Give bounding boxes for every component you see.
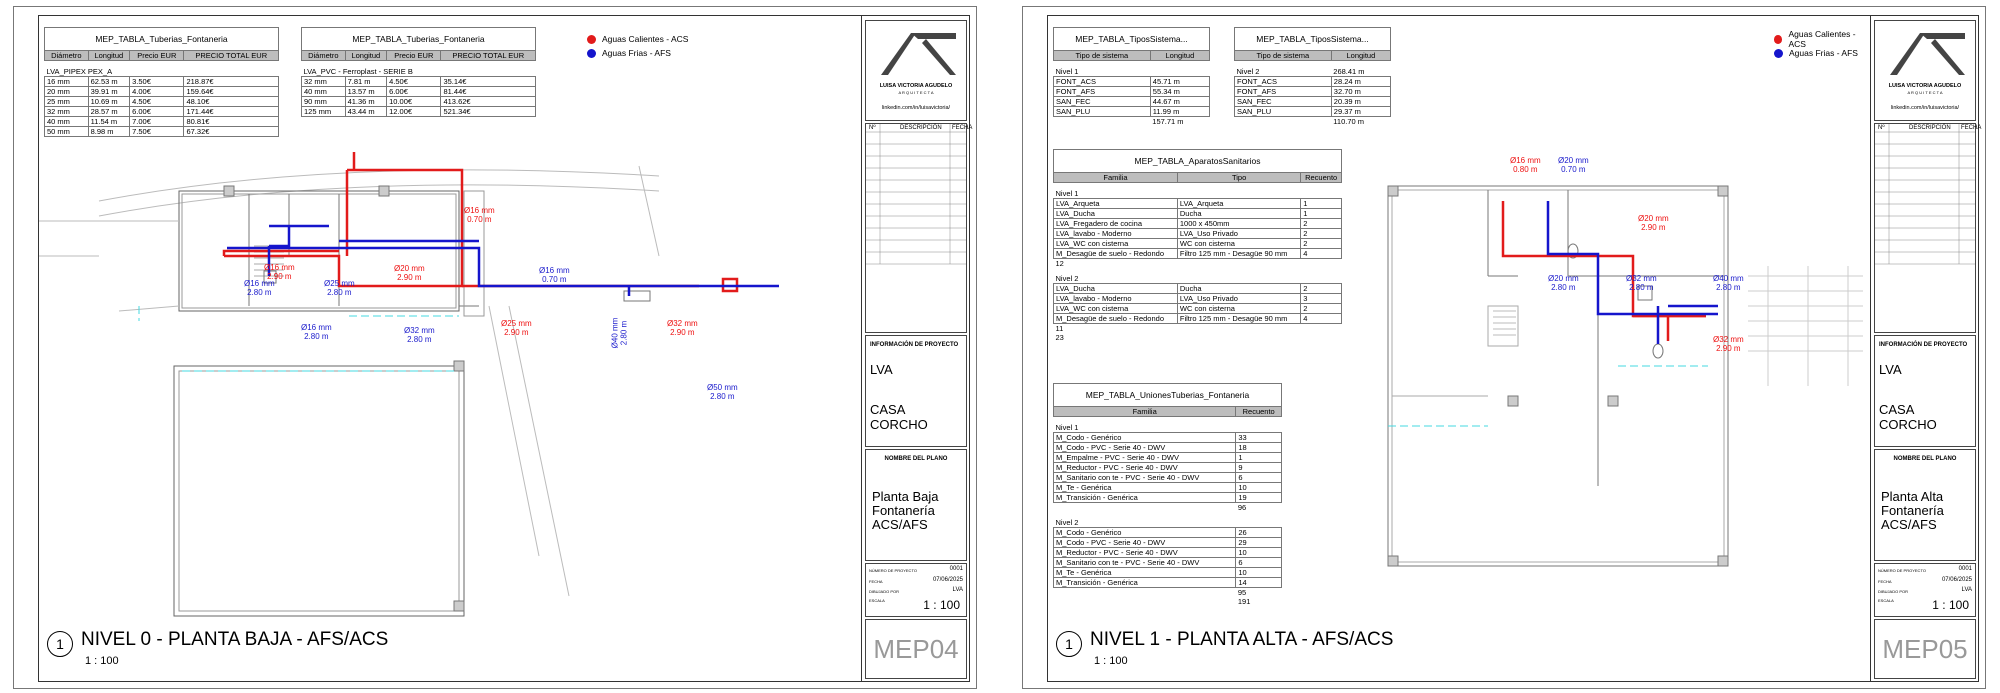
table-row	[1054, 548, 1282, 558]
revision-table	[1874, 123, 1982, 333]
pipe-label: Ø40 mm 2.80 m	[610, 317, 629, 349]
table-cell: 29	[1236, 538, 1282, 548]
project-code: LVA	[1879, 362, 1902, 377]
table-row	[1054, 463, 1282, 473]
table-cell: LVA_WC con cisterna	[1054, 239, 1178, 249]
table-cell: 13.57 m	[345, 87, 387, 97]
table-row	[302, 77, 536, 87]
table-cell: 40 mm	[302, 87, 346, 97]
drawing-area	[39, 16, 862, 681]
table-cell: M_Codo - Genérico	[1054, 528, 1236, 538]
table-row	[45, 87, 279, 97]
sheet-frame	[38, 15, 973, 682]
title-block	[1870, 16, 1982, 681]
pipe-label: Ø20 mm 2.90 m	[1638, 214, 1669, 232]
meta-box: NÚMERO DE PROYECTO 0001 FECHA 07/06/2025 DIBUJADO POR LVA ESCALA 1 : 100	[1874, 563, 1976, 617]
sheet-mep05	[1022, 6, 1986, 689]
col-header: PRECIO TOTAL EUR	[184, 51, 279, 61]
table-cell: 6	[1236, 558, 1282, 568]
pipe-label: Ø32 mm 2.80 m	[1626, 274, 1657, 292]
table-cell: LVA_Ducha	[1054, 209, 1178, 219]
table-cell: Ducha	[1177, 209, 1300, 219]
table-cell: 80.81€	[184, 117, 279, 127]
pipe-label: Ø16 mm 2.80 m	[301, 323, 332, 341]
table-row	[45, 127, 279, 137]
meta-box: NÚMERO DE PROYECTO 0001 FECHA 07/06/2025 DIBUJADO POR LVA ESCALA 1 : 100	[865, 563, 967, 617]
table-cell: 3	[1301, 294, 1342, 304]
table-cell: M_Codo - PVC - Serie 40 - DWV	[1054, 538, 1236, 548]
table-cell: 40 mm	[45, 117, 89, 127]
table-cell: 16 mm	[45, 77, 89, 87]
table-cell: 90 mm	[302, 97, 346, 107]
scale: 1 : 100	[923, 598, 960, 612]
table-cell: LVA_lavabo - Moderno	[1054, 229, 1178, 239]
logo-box	[1874, 20, 1976, 121]
table-cell: 39.91 m	[88, 87, 130, 97]
table-cell: SAN_PLU	[1054, 107, 1151, 117]
table-cell: M_Codo - Genérico	[1054, 433, 1236, 443]
table-cell: 4.50€	[387, 77, 441, 87]
view-scale: 1 : 100	[1094, 655, 1128, 667]
cold-water-dot	[1774, 49, 1783, 58]
table-row	[302, 107, 536, 117]
table-cell: 1	[1236, 453, 1282, 463]
plan-label: NOMBRE DEL PLANO	[884, 456, 948, 462]
table-row	[1054, 97, 1210, 107]
revision-grid	[866, 124, 966, 332]
table-row	[45, 117, 279, 127]
table-caption: MEP_TABLA_UnionesTuberias_Fontaneria	[1054, 384, 1282, 407]
table-cell: 28.24 m	[1331, 77, 1390, 87]
table-cell: 33	[1236, 433, 1282, 443]
hot-water-dot	[1774, 35, 1782, 44]
table-row	[1235, 97, 1391, 107]
table-row	[1235, 107, 1391, 117]
table-cell: Filtro 125 mm - Desagüe 90 mm	[1177, 314, 1300, 324]
title-block	[861, 16, 973, 681]
date: 07/06/2025	[1941, 577, 1972, 583]
legend-hot: Aguas Calientes - ACS	[1788, 29, 1856, 49]
table-cell: 10	[1236, 568, 1282, 578]
table-cell: 7.00€	[130, 117, 184, 127]
table-cell: M_Te - Genérica	[1054, 568, 1236, 578]
table-caption: MEP_TABLA_TiposSistema...	[1054, 28, 1210, 51]
table-row	[1054, 453, 1282, 463]
table-cell: 19	[1236, 493, 1282, 503]
table-cell: 18	[1236, 443, 1282, 453]
table-row	[1235, 77, 1391, 87]
table-cell: M_Sanitario con te - PVC - Serie 40 - DWV	[1054, 473, 1236, 483]
pipe-label: Ø16 mm 2.90 m	[264, 263, 295, 281]
project-number: 0001	[949, 566, 963, 572]
revision-table	[865, 123, 973, 333]
table-cell: 29.37 m	[1331, 107, 1390, 117]
fixtures-table: MEP_TABLA_AparatosSanitarios Familia Tipo Recuento Nivel 1 LVA_Arqueta LVA_Arqueta 1 LVA_Ducha Ducha 1 LVA_Fregadero de cocina 1000 x 450mm 2 LVA_lavabo - Moderno LVA_Uso Privado 2 LVA_WC con cisterna WC con cisterna 2 M_Desagüe de suelo - Redondo Filtro 125 mm - Desagüe 90 mm 4 12 Nivel 2 LVA_Ducha Ducha 2 LVA_lavabo - Moderno LVA_Uso Privado 3 LVA_WC con cisterna WC con cisterna 2 M_Desagüe de suelo - Redondo Filtro 125 mm - Desagüe 90 mm 4 11 23	[1053, 149, 1342, 342]
pipe-label: Ø25 mm 2.90 m	[501, 319, 532, 337]
project-number: 0001	[1958, 566, 1972, 572]
table-cell: 32.70 m	[1331, 87, 1390, 97]
table-cell: 32 mm	[302, 77, 346, 87]
table-cell: 218.87€	[184, 77, 279, 87]
system-table-n1: MEP_TABLA_TiposSistema... Tipo de sistema Longitud Nivel 1 FONT_ACS 45.71 m FONT_AFS 55.34 m SAN_FEC 44.67 m SAN_PLU 11.99 m 157.71 m	[1053, 27, 1210, 126]
view-number: 1	[47, 631, 73, 657]
table-row	[1235, 87, 1391, 97]
table-cell: 2	[1301, 229, 1342, 239]
table-cell: Ducha	[1177, 284, 1300, 294]
table-cell: 28.57 m	[88, 107, 130, 117]
table-row	[45, 97, 279, 107]
rev-header: FECHA	[1961, 125, 1982, 131]
col-header: Precio EUR	[130, 51, 184, 61]
table-cell: FONT_ACS	[1054, 77, 1151, 87]
table-cell: Filtro 125 mm - Desagüe 90 mm	[1177, 249, 1300, 259]
view-scale: 1 : 100	[85, 655, 119, 667]
table-cell: 11.54 m	[88, 117, 130, 127]
table-cell: 2	[1301, 304, 1342, 314]
table-cell: 20 mm	[45, 87, 89, 97]
logo-mark	[1875, 25, 1975, 85]
table-cell: 43.44 m	[345, 107, 387, 117]
table-caption: MEP_TABLA_Tuberias_Fontaneria	[302, 28, 536, 51]
pipe-label: Ø32 mm 2.90 m	[667, 319, 698, 337]
table-cell: 521.34€	[441, 107, 536, 117]
table-cell: M_Desagüe de suelo - Redondo	[1054, 249, 1178, 259]
col-header: Diámetro	[45, 51, 89, 61]
table-row	[1054, 229, 1342, 239]
plan-name-box	[865, 449, 967, 561]
project-name: CASA CORCHO	[1879, 402, 1937, 432]
table-cell: LVA_Arqueta	[1054, 199, 1178, 209]
table-cell: SAN_PLU	[1235, 107, 1332, 117]
table-cell: 4.00€	[130, 87, 184, 97]
table-cell: 26	[1236, 528, 1282, 538]
table-row	[1054, 314, 1342, 324]
table-cell: 2	[1301, 284, 1342, 294]
table-row	[1054, 209, 1342, 219]
rev-header: FECHA	[952, 125, 973, 131]
pipe-label: Ø16 mm 0.70 m	[539, 266, 570, 284]
view-title	[1056, 631, 1556, 673]
table-cell: 20.39 m	[1331, 97, 1390, 107]
view-name: NIVEL 0 - PLANTA BAJA - AFS/ACS	[81, 629, 389, 650]
table-row	[1054, 443, 1282, 453]
plan-name: Planta Baja Fontanería ACS/AFS	[872, 489, 939, 532]
table-cell: 12.00€	[387, 107, 441, 117]
table-caption: MEP_TABLA_TiposSistema...	[1235, 28, 1391, 51]
table-cell: M_Transición - Genérica	[1054, 578, 1236, 588]
table-cell: LVA_Ducha	[1054, 284, 1178, 294]
table-cell: LVA_lavabo - Moderno	[1054, 294, 1178, 304]
table-cell: 62.53 m	[88, 77, 130, 87]
table-cell: 41.36 m	[345, 97, 387, 107]
table-row	[1054, 77, 1210, 87]
table-cell: WC con cisterna	[1177, 304, 1300, 314]
table-cell: 7.50€	[130, 127, 184, 137]
table-cell: 1000 x 450mm	[1177, 219, 1300, 229]
table-row	[302, 87, 536, 97]
table-cell: 50 mm	[45, 127, 89, 137]
table-row	[1054, 219, 1342, 229]
table-row	[1054, 483, 1282, 493]
logo-mark	[866, 25, 966, 85]
pipe-table-pex	[44, 27, 279, 137]
pipe-label: Ø40 mm 2.80 m	[1713, 274, 1744, 292]
project-code: LVA	[870, 362, 893, 377]
table-cell: 67.32€	[184, 127, 279, 137]
table-row	[1054, 87, 1210, 97]
sheet-number: MEP04	[873, 634, 959, 664]
table-cell: M_Sanitario con te - PVC - Serie 40 - DWV	[1054, 558, 1236, 568]
logo-subtitle: A R Q U I T E C T A	[898, 90, 934, 95]
col-header: Longitud	[345, 51, 387, 61]
view-title	[47, 631, 547, 673]
table-cell: 6	[1236, 473, 1282, 483]
drawn-by: LVA	[1961, 587, 1972, 593]
table-cell: 45.71 m	[1150, 77, 1209, 87]
revision-grid	[1875, 124, 1975, 332]
table-row	[1054, 578, 1282, 588]
table-row	[45, 77, 279, 87]
table-cell: M_Empalme - PVC - Serie 40 - DWV	[1054, 453, 1236, 463]
table-row	[1054, 558, 1282, 568]
table-row	[302, 97, 536, 107]
rev-header: Nº	[869, 125, 876, 131]
pipe-label: Ø16 mm 0.80 m	[1510, 156, 1541, 174]
table-cell: 32 mm	[45, 107, 89, 117]
legend-cold: Aguas Frias - AFS	[602, 48, 671, 58]
table-cell: 14	[1236, 578, 1282, 588]
table-cell: LVA_Arqueta	[1177, 199, 1300, 209]
table-group: LVA_PVC - Ferroplast - SERIE B	[303, 67, 413, 76]
table-cell: M_Te - Genérica	[1054, 483, 1236, 493]
project-info	[865, 335, 967, 447]
col-header: Precio EUR	[387, 51, 441, 61]
sheet-number: MEP05	[1882, 634, 1968, 664]
legend	[1774, 29, 1870, 60]
plan-name: Planta Alta Fontanería ACS/AFS	[1881, 489, 1944, 532]
table-cell: 1	[1301, 199, 1342, 209]
table-cell: WC con cisterna	[1177, 239, 1300, 249]
table-row	[1054, 249, 1342, 259]
logo-name: LUISA VICTORIA AGUDELO	[1888, 83, 1962, 89]
table-cell: 10.00€	[387, 97, 441, 107]
table-cell: LVA_WC con cisterna	[1054, 304, 1178, 314]
drawn-by: LVA	[952, 587, 963, 593]
fittings-table: MEP_TABLA_UnionesTuberias_Fontaneria Familia Recuento Nivel 1 M_Codo - Genérico 33 M_Codo - PVC - Serie 40 - DWV 18 M_Empalme - PVC - Serie 40 - DWV 1 M_Reductor - PVC - Serie 40 - DWV 9 M_Sanitario con te - PVC - Serie 40 - DWV 6 M_Te - Genérica 10 M_Transición - Genérica 19 96 Nivel 2 M_Codo - Genérico 26 M_Codo - PVC - Serie 40 - DWV 29 M_Reductor - PVC - Serie 40 - DWV 10 M_Sanitario con te - PVC - Serie 40 - DWV 6 M_Te - Genérica 10 M_Transición - Genérica 14 95 191	[1053, 383, 1282, 606]
table-row	[45, 107, 279, 117]
table-row	[1054, 473, 1282, 483]
info-label: INFORMACIÓN DE PROYECTO	[870, 342, 959, 348]
table-row	[1054, 433, 1282, 443]
cold-water-dot	[587, 49, 596, 58]
table-row	[1054, 568, 1282, 578]
pipe-label: Ø20 mm 2.90 m	[394, 264, 425, 282]
table-cell: 4.50€	[130, 97, 184, 107]
table-cell: FONT_AFS	[1235, 87, 1332, 97]
table-cell: SAN_FEC	[1235, 97, 1332, 107]
sheet-number-box	[865, 619, 967, 679]
table-cell: 171.44€	[184, 107, 279, 117]
sheet-frame	[1047, 15, 1982, 682]
table-cell: FONT_AFS	[1054, 87, 1151, 97]
table-cell: 2	[1301, 239, 1342, 249]
table-cell: 11.99 m	[1150, 107, 1209, 117]
table-cell: 3.50€	[130, 77, 184, 87]
table-cell: 9	[1236, 463, 1282, 473]
table-row	[1054, 107, 1210, 117]
table-group: LVA_PIPEX PEX_A	[46, 67, 113, 76]
rev-header: DESCRIPCIÓN	[900, 125, 942, 131]
table-cell: LVA_Uso Privado	[1177, 229, 1300, 239]
date: 07/06/2025	[932, 577, 963, 583]
table-row	[1054, 493, 1282, 503]
table-caption: MEP_TABLA_Tuberias_Fontaneria	[45, 28, 279, 51]
pipe-label: Ø25 mm 2.80 m	[324, 279, 355, 297]
table-row	[1054, 294, 1342, 304]
pipe-label: Ø50 mm 2.80 m	[707, 383, 738, 401]
table-cell: 10.69 m	[88, 97, 130, 107]
table-row	[1054, 284, 1342, 294]
pipe-label: Ø20 mm 2.80 m	[1548, 274, 1579, 292]
pipe-label: Ø16 mm 0.70 m	[464, 206, 495, 224]
legend	[587, 32, 688, 60]
table-cell: 8.98 m	[88, 127, 130, 137]
table-row	[1054, 239, 1342, 249]
table-row	[1054, 304, 1342, 314]
table-row	[1054, 528, 1282, 538]
linkedin-link[interactable]: linkedin.com/in/luisavictoria/	[881, 105, 951, 111]
table-cell: M_Reductor - PVC - Serie 40 - DWV	[1054, 463, 1236, 473]
logo-subtitle: A R Q U I T E C T A	[1907, 90, 1943, 95]
table-cell: M_Codo - PVC - Serie 40 - DWV	[1054, 443, 1236, 453]
table-cell: FONT_ACS	[1235, 77, 1332, 87]
table-cell: 125 mm	[302, 107, 346, 117]
view-name: NIVEL 1 - PLANTA ALTA - AFS/ACS	[1090, 629, 1394, 650]
table-row	[1054, 199, 1342, 209]
table-cell: 10	[1236, 483, 1282, 493]
table-cell: 159.64€	[184, 87, 279, 97]
table-cell: 44.67 m	[1150, 97, 1209, 107]
table-cell: M_Reductor - PVC - Serie 40 - DWV	[1054, 548, 1236, 558]
logo-name: LUISA VICTORIA AGUDELO	[879, 83, 953, 89]
drawing-area	[1048, 16, 1871, 681]
project-name: CASA CORCHO	[870, 402, 928, 432]
legend-hot: Aguas Calientes - ACS	[602, 34, 689, 44]
table-cell: 10	[1236, 548, 1282, 558]
col-header: Longitud	[88, 51, 130, 61]
col-header: Diámetro	[302, 51, 346, 61]
scale: 1 : 100	[1932, 598, 1969, 612]
table-cell: 81.44€	[441, 87, 536, 97]
table-cell: M_Transición - Genérica	[1054, 493, 1236, 503]
table-cell: 1	[1301, 209, 1342, 219]
pipe-label: Ø16 mm 2.80 m	[244, 279, 275, 297]
table-cell: 4	[1301, 314, 1342, 324]
table-cell: 6.00€	[387, 87, 441, 97]
view-number: 1	[1056, 631, 1082, 657]
table-cell: 413.62€	[441, 97, 536, 107]
floor-plan-upper	[1368, 166, 1868, 576]
col-header: PRECIO TOTAL EUR	[441, 51, 536, 61]
table-cell: 35.14€	[441, 77, 536, 87]
table-cell: 4	[1301, 249, 1342, 259]
table-cell: 48.10€	[184, 97, 279, 107]
rev-header: Nº	[1878, 125, 1885, 131]
info-label: INFORMACIÓN DE PROYECTO	[1879, 342, 1968, 348]
table-row	[1054, 538, 1282, 548]
plan-label: NOMBRE DEL PLANO	[1893, 456, 1957, 462]
table-cell: M_Desagüe de suelo - Redondo	[1054, 314, 1178, 324]
table-cell: 25 mm	[45, 97, 89, 107]
system-table-n2: MEP_TABLA_TiposSistema... Tipo de sistema Longitud Nivel 2 268.41 m FONT_ACS 28.24 m FONT_AFS 32.70 m SAN_FEC 20.39 m SAN_PLU 29.37 m 110.70 m	[1234, 27, 1391, 126]
sheet-number-box	[1874, 619, 1976, 679]
table-cell: LVA_Fregadero de cocina	[1054, 219, 1178, 229]
hot-water-dot	[587, 35, 596, 44]
table-cell: 55.34 m	[1150, 87, 1209, 97]
pipe-label: Ø32 mm 2.80 m	[404, 326, 435, 344]
linkedin-link[interactable]: linkedin.com/in/luisavictoria/	[1890, 105, 1960, 111]
table-cell: 7.81 m	[345, 77, 387, 87]
legend-cold: Aguas Frias - AFS	[1789, 48, 1858, 58]
table-cell: 6.00€	[130, 107, 184, 117]
project-info	[1874, 335, 1976, 447]
pipe-label: Ø20 mm 0.70 m	[1558, 156, 1589, 174]
pipe-table-pvc	[301, 27, 536, 117]
table-caption: MEP_TABLA_AparatosSanitarios	[1054, 150, 1342, 173]
logo-box	[865, 20, 967, 121]
table-cell: SAN_FEC	[1054, 97, 1151, 107]
table-cell: LVA_Uso Privado	[1177, 294, 1300, 304]
table-cell: 2	[1301, 219, 1342, 229]
pipe-label: Ø32 mm 2.90 m	[1713, 335, 1744, 353]
rev-header: DESCRIPCIÓN	[1909, 125, 1951, 131]
sheet-mep04	[13, 6, 977, 689]
plan-name-box	[1874, 449, 1976, 561]
